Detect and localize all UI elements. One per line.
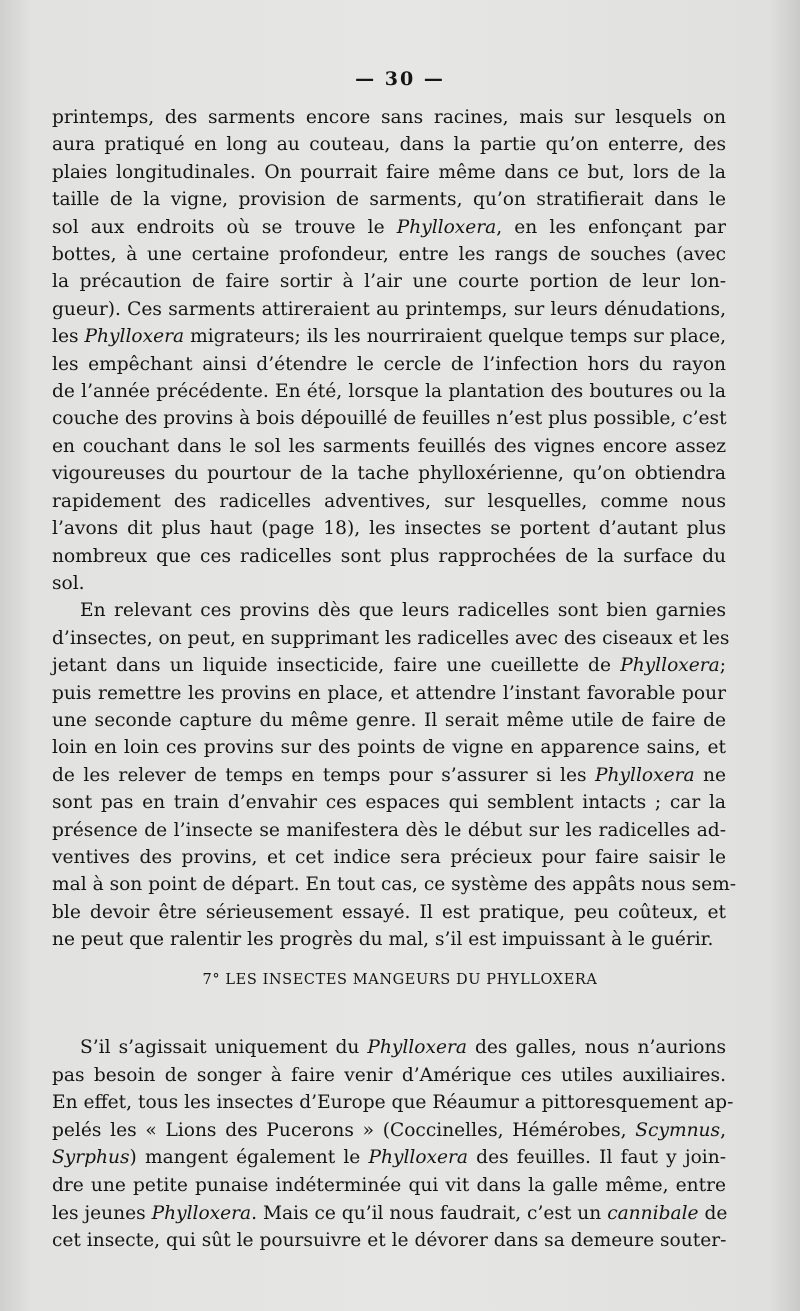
text-line: taille de la vigne, provision de sarments, qu’on stratifierait dans le bbox=[52, 189, 726, 211]
text-line: printemps, des sarments encore sans racines, mais sur lesquels on bbox=[52, 107, 726, 128]
text-line: pelés les « Lions des Pucerons » (Coccinelles, Hémérobes, Scymnus, bbox=[52, 1119, 726, 1141]
paragraph-2 bbox=[52, 597, 737, 953]
text-line: ne peut que ralentir les progrès du mal, s’il est impuissant à le guérir. bbox=[52, 929, 714, 951]
text-line: nombreux que ces radicelles sont plus rapprochées de la surface du bbox=[52, 545, 726, 567]
section-heading: 7° LES INSECTES MANGEURS DU PHYLLOXERA bbox=[202, 972, 598, 988]
text-line: plaies longitudinales. On pourrait faire même dans ce but, lors de la bbox=[52, 161, 726, 183]
text-line: pas besoin de songer à faire venir d’Amérique ces utiles auxiliaires. bbox=[52, 1064, 726, 1086]
text-line: les empêchant ainsi d’étendre le cercle de l’infection hors du rayon bbox=[52, 353, 726, 375]
text-line: vigoureuses du pourtour de la tache phylloxérienne, qu’on obtiendra bbox=[52, 463, 726, 485]
text-line: les jeunes Phylloxera. Mais ce qu’il nous faudrait, c’est un cannibale de bbox=[52, 1202, 728, 1224]
text-line: une seconde capture du même genre. Il serait même utile de faire de bbox=[52, 709, 726, 731]
text-line: l’avons dit plus haut (page 18), les insectes se portent d’autant plus bbox=[52, 518, 726, 540]
text-line: bottes, à une certaine profondeur, entre les rangs de souches (avec bbox=[52, 244, 726, 266]
text-line: les Phylloxera migrateurs; ils les nourriraient quelque temps sur place, bbox=[52, 326, 727, 348]
text-line: jetant dans un liquide insecticide, faire une cueillette de Phylloxera; bbox=[52, 655, 726, 677]
text-line: d’insectes, on peut, en supprimant les radicelles avec des ciseaux et les bbox=[52, 627, 730, 649]
text-line: en couchant dans le sol les sarments feuillés des vignes encore assez bbox=[52, 435, 726, 457]
text-line: sol. bbox=[52, 572, 85, 594]
text-line: En effet, tous les insectes d’Europe que Réaumur a pittoresquement ap- bbox=[52, 1092, 734, 1114]
text-line: de l’année précédente. En été, lorsque la plantation des boutures ou la bbox=[52, 381, 726, 403]
text-line: En relevant ces provins dès que leurs radicelles sont bien garnies bbox=[80, 600, 726, 622]
paragraph-3 bbox=[52, 1034, 734, 1255]
text-line: Syrphus) mangent également le Phylloxera des feuilles. Il faut y join- bbox=[52, 1147, 726, 1169]
text-line: de les relever de temps en temps pour s’assurer si les Phylloxera ne bbox=[52, 764, 727, 786]
paragraph-group-2 bbox=[52, 1034, 734, 1255]
paragraph-1 bbox=[52, 104, 726, 597]
text-line: loin en loin ces provins sur des points de vigne en apparence sains, et bbox=[52, 737, 726, 759]
paragraph-group-1 bbox=[52, 104, 737, 954]
page-number: — 30 — bbox=[355, 68, 445, 90]
text-line: sol aux endroits où se trouve le Phylloxera, en les enfonçant par bbox=[52, 216, 726, 238]
text-line: présence de l’insecte se manifestera dès le début sur les radicelles ad- bbox=[52, 819, 726, 841]
text-line: ble devoir être sérieusement essayé. Il est pratique, peu coûteux, et bbox=[52, 901, 726, 923]
text-line: puis remettre les provins en place, et attendre l’instant favorable pour bbox=[52, 682, 726, 704]
text-line: aura pratiqué en long au couteau, dans la partie qu’on enterre, des bbox=[52, 134, 726, 156]
text-line: mal à son point de départ. En tout cas, ce système des appâts nous sem- bbox=[52, 874, 737, 896]
text-line: sont pas en train d’envahir ces espaces qui semblent intacts ; car la bbox=[52, 792, 726, 814]
text-line: rapidement des radicelles adventives, sur lesquelles, comme nous bbox=[52, 490, 726, 512]
text-line: couche des provins à bois dépouillé de feuilles n’est plus possible, c’est bbox=[52, 408, 727, 430]
text-line: dre une petite punaise indéterminée qui vit dans la galle même, entre bbox=[52, 1174, 726, 1196]
text-line: cet insecte, qui sût le poursuivre et le dévorer dans sa demeure souter- bbox=[52, 1230, 727, 1252]
text-line: la précaution de faire sortir à l’air une courte portion de leur lon- bbox=[52, 271, 726, 293]
text-line: S’il s’agissait uniquement du Phylloxera des galles, nous n’aurions bbox=[80, 1037, 726, 1058]
text-line: ventives des provins, et cet indice sera précieux pour faire saisir le bbox=[52, 846, 726, 868]
text-line: gueur). Ces sarments attireraient au printemps, sur leurs dénudations, bbox=[52, 298, 726, 320]
